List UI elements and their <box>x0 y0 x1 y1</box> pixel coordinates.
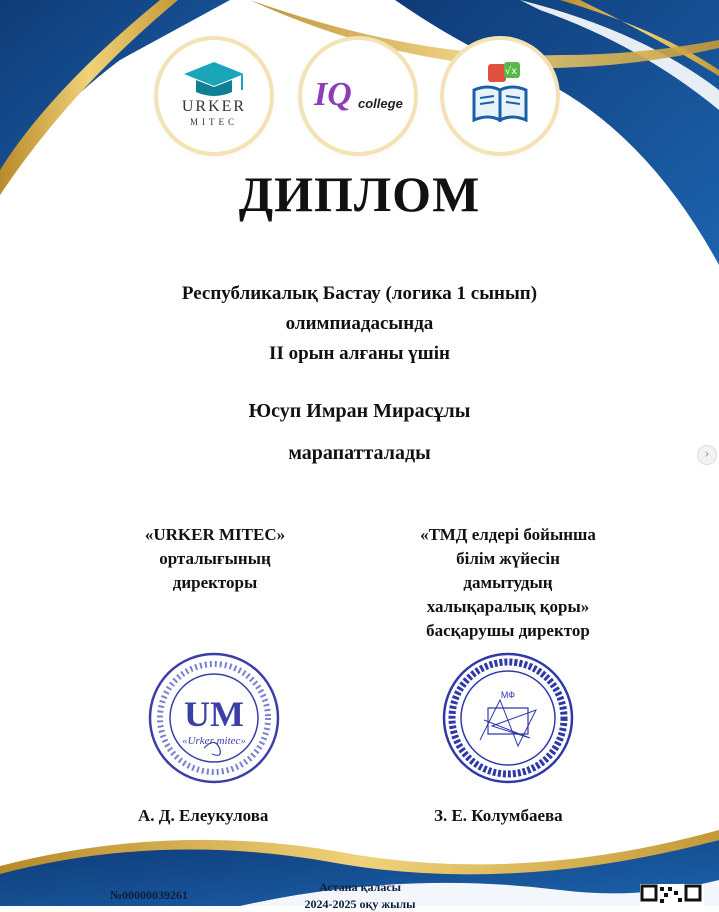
foundation-stamp <box>440 650 576 786</box>
next-arrow-button[interactable]: › <box>697 445 717 465</box>
right-signatory-name: З. Е. Колумбаева <box>434 806 563 825</box>
awarded-text: марапатталады <box>288 442 431 464</box>
right-title-line-2: білім жүйесін <box>456 549 560 568</box>
left-title-line-2: орталығының <box>159 549 271 568</box>
logo-urker-text: URKER <box>181 98 247 115</box>
graduation-cap-icon <box>158 40 270 152</box>
logo-mitec-text: MITEC <box>190 117 238 127</box>
footer-year: 2024-2025 оқу жылы <box>304 897 416 911</box>
recipient-name: Юсуп Имран Мирасұлы <box>248 400 471 422</box>
iq-college-logo <box>302 40 414 152</box>
urker-mitec-logo <box>158 40 270 152</box>
footer-city: Астана қаласы <box>318 880 402 894</box>
right-title-line-1: «ТМД елдері бойынша <box>420 525 596 544</box>
svg-text:МФ: МФ <box>500 690 516 700</box>
right-signatory-title <box>390 523 626 643</box>
right-title-line-3: дамытудың <box>463 573 553 592</box>
right-title-line-5: басқарушы директор <box>426 621 590 640</box>
logo-iq-mark: IQ <box>314 76 352 113</box>
open-book-icon <box>444 40 556 152</box>
logo-college-text: college <box>358 96 403 111</box>
svg-text:√x: √x <box>504 66 518 77</box>
urker-mitec-stamp <box>146 650 282 786</box>
left-title-line-3: директоры <box>172 573 258 592</box>
stamp-subtitle: «Urker mitec» <box>182 735 246 747</box>
left-title-line-1: «URKER MITEC» <box>144 525 286 544</box>
right-title-line-4: халықаралық қоры» <box>426 597 590 616</box>
book-logo <box>444 40 556 152</box>
left-signatory-title <box>100 523 330 595</box>
qr-code-icon <box>640 884 704 906</box>
stamp-initials: UM <box>184 694 244 734</box>
award-line-3: II орын алғаны үшін <box>269 343 450 364</box>
diploma-title: ДИПЛОМ <box>238 166 481 222</box>
award-line-1: Республикалық Бастау (логика 1 сынып) <box>181 283 538 304</box>
diploma-number: №00000039261 <box>110 888 189 902</box>
award-line-2: олимпиадасында <box>285 313 434 334</box>
left-signatory-name: А. Д. Елеукулова <box>138 806 269 825</box>
